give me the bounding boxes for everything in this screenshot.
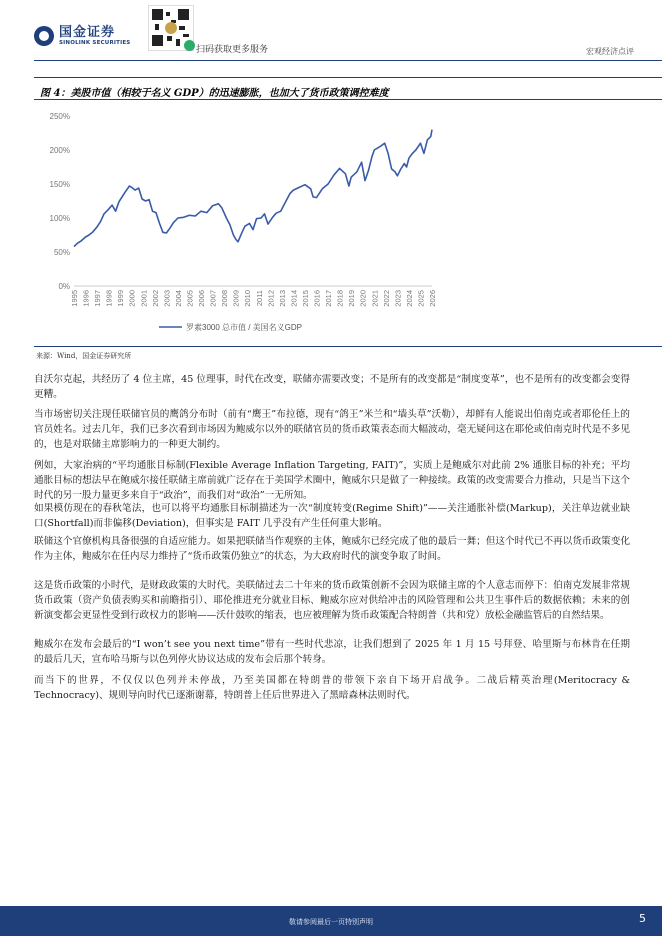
x-tick-label: 2024: [404, 290, 414, 307]
x-tick-label: 2003: [162, 290, 172, 307]
x-tick-label: 2009: [231, 290, 241, 307]
y-tick-label: 50%: [53, 248, 70, 257]
y-tick-label: 200%: [49, 146, 70, 155]
x-tick-label: 2026: [428, 290, 437, 307]
header-divider: [34, 60, 662, 61]
paragraph: 而当下的世界，不仅仅以色列并未停战，乃至美国都在特朗普的带领下亲自下场开启战争。二战后精英治理(Meritocracy & Technocracy)、规则导向时代已逐渐谢幕，特朗普上任后世界进入了黑暗森林法则时代。: [34, 675, 630, 701]
brand-name-en: SINOLINK SECURITIES: [59, 40, 131, 46]
figure-source: 来源：Wind，国金证券研究所: [36, 352, 132, 360]
x-tick-label: 2008: [220, 290, 230, 307]
paragraph: 如果模仿现在的春秋笔法，也可以将平均通胀目标制描述为一次“制度转变(Regime Shift)”——关注通胀补偿(Markup)，关注单边就业缺口(Shortfall)而非偏移(Deviation)，但事实是 FAIT 几乎没有产生任何重大影响。: [34, 503, 630, 529]
paragraph: 自沃尔克起，共经历了 4 位主席，45 位理事，时代在改变，联储亦需要改变；不是所有的改变都是“制度变革”，也不是所有的改变都会变得更糟。: [34, 374, 630, 400]
x-tick-label: 1998: [104, 290, 114, 307]
x-tick-label: 2004: [173, 290, 183, 307]
paragraph: 当市场密切关注现任联储官员的鹰鸽分布时（前有“鹰王”布拉德，现有“鸽王”米兰和“墙头草”沃勒），却鲜有人能说出伯南克或者耶伦任上的官员姓名。过去几年，我们已多次看到市场因为鲍威尔以外的联储官员的货币政策表态而大幅波动，毫无疑问这在耶伦或伯南克时代是不多见的，也是对联储主席影响力的一种更大制约。: [34, 409, 630, 450]
y-tick-label: 100%: [49, 214, 70, 223]
y-tick-label: 0%: [58, 282, 70, 291]
x-tick-label: 1997: [93, 290, 103, 307]
x-tick-label: 2022: [381, 290, 391, 307]
footer-disclaimer[interactable]: 敬请参阅最后一页特别声明: [289, 918, 373, 926]
x-tick-label: 1999: [116, 290, 126, 307]
x-tick-label: 1995: [70, 290, 79, 307]
page-header: [0, 0, 662, 62]
wechat-icon: [184, 40, 195, 51]
x-tick-label: 2025: [416, 290, 426, 307]
paragraph: 这是货币政策的小时代，是财政政策的大时代。美联储过去二十年来的货币政策创新不会因为联储主席的个人意志而停下：伯南克发展非常规货币政策（资产负债表购买和前瞻指引）、耶伦推进充分就业目标、鲍威尔应对供给冲击的风险管理和公共卫生事件后的数据依赖；未来的创新演变都会更显性受到行政权力的影响——沃什鼓吹的缩表，也应被理解为货币政策配合特朗普（共和党）放松金融监管后的自然结果。: [34, 580, 630, 621]
paragraph: 鲍威尔在发布会最后的“I won’t see you next time”带有一些时代悲凉，让我们想到了 2025 年 1 月 15 号拜登、哈里斯与布林肯在任期的最后几天，宣布哈马斯与以色列停火协议达成的发布会后那个转身。: [34, 639, 630, 665]
market-cap-to-gdp-chart: [34, 100, 437, 345]
x-tick-label: 2010: [243, 290, 253, 307]
x-tick-label: 2012: [266, 290, 276, 307]
brand-name-cn: 国金证券: [59, 25, 116, 40]
x-tick-label: 2011: [254, 290, 264, 307]
brand-logo: [34, 26, 130, 47]
x-tick-label: 2014: [289, 290, 299, 307]
x-tick-label: 2018: [335, 290, 345, 307]
chart-legend: [159, 322, 302, 332]
x-tick-label: 2020: [358, 290, 368, 307]
x-tick-label: 2006: [197, 290, 207, 307]
paragraph: 例如，大家治病的“平均通胀目标制(Flexible Average Inflation Targeting, FAIT)”，实质上是鲍威尔对此前 2% 通胀目标的补充；平均通胀目标的想法早在鲍威尔接任联储主席前就广泛存在于美国学术圈中，鲍威尔只是做了一种接续。政策的改变需要合力推动，只是当下这个时代的另一股力量更多来自于“政治”，而我们对“政治”一无所知。: [34, 460, 630, 501]
scan-prompt: 扫码获取更多服务: [196, 45, 269, 55]
series-line: [74, 130, 432, 247]
x-tick-label: 2000: [127, 290, 137, 307]
y-tick-label: 250%: [49, 112, 70, 121]
paragraph: 联储这个官僚机构具备很强的自适应能力。如果把联储当作观察的主体，鲍威尔已经完成了他的最后一舞；但这个时代已不再以货币政策变化作为主体，鲍威尔在任内尽力维持了“货币政策仍独立”的状态，为大政府时代的演变争取了时间。: [34, 536, 630, 562]
x-tick-label: 2013: [277, 290, 287, 307]
x-tick-label: 2007: [208, 290, 218, 307]
x-tick-label: 2005: [185, 290, 195, 307]
x-tick-label: 1996: [81, 290, 91, 307]
x-tick-label: 2016: [312, 290, 322, 307]
x-tick-label: 2023: [393, 290, 403, 307]
x-tick-label: 2002: [150, 290, 160, 307]
legend-label: 罗素3000 总市值 / 美国名义GDP: [186, 323, 303, 332]
brand-logo-icon: [34, 26, 54, 46]
x-tick-label: 2001: [139, 290, 149, 307]
y-tick-label: 150%: [49, 180, 70, 189]
x-tick-label: 2019: [347, 290, 357, 307]
figure-title: 图 4：美股市值（相较于名义 GDP）的迅速膨胀，也加大了货币政策调控难度: [40, 88, 389, 99]
section-label: 宏观经济点评: [586, 47, 634, 56]
page-number: 5: [639, 912, 646, 925]
x-tick-label: 2017: [324, 290, 334, 307]
x-tick-label: 2021: [370, 290, 380, 307]
x-tick-label: 2015: [300, 290, 310, 307]
